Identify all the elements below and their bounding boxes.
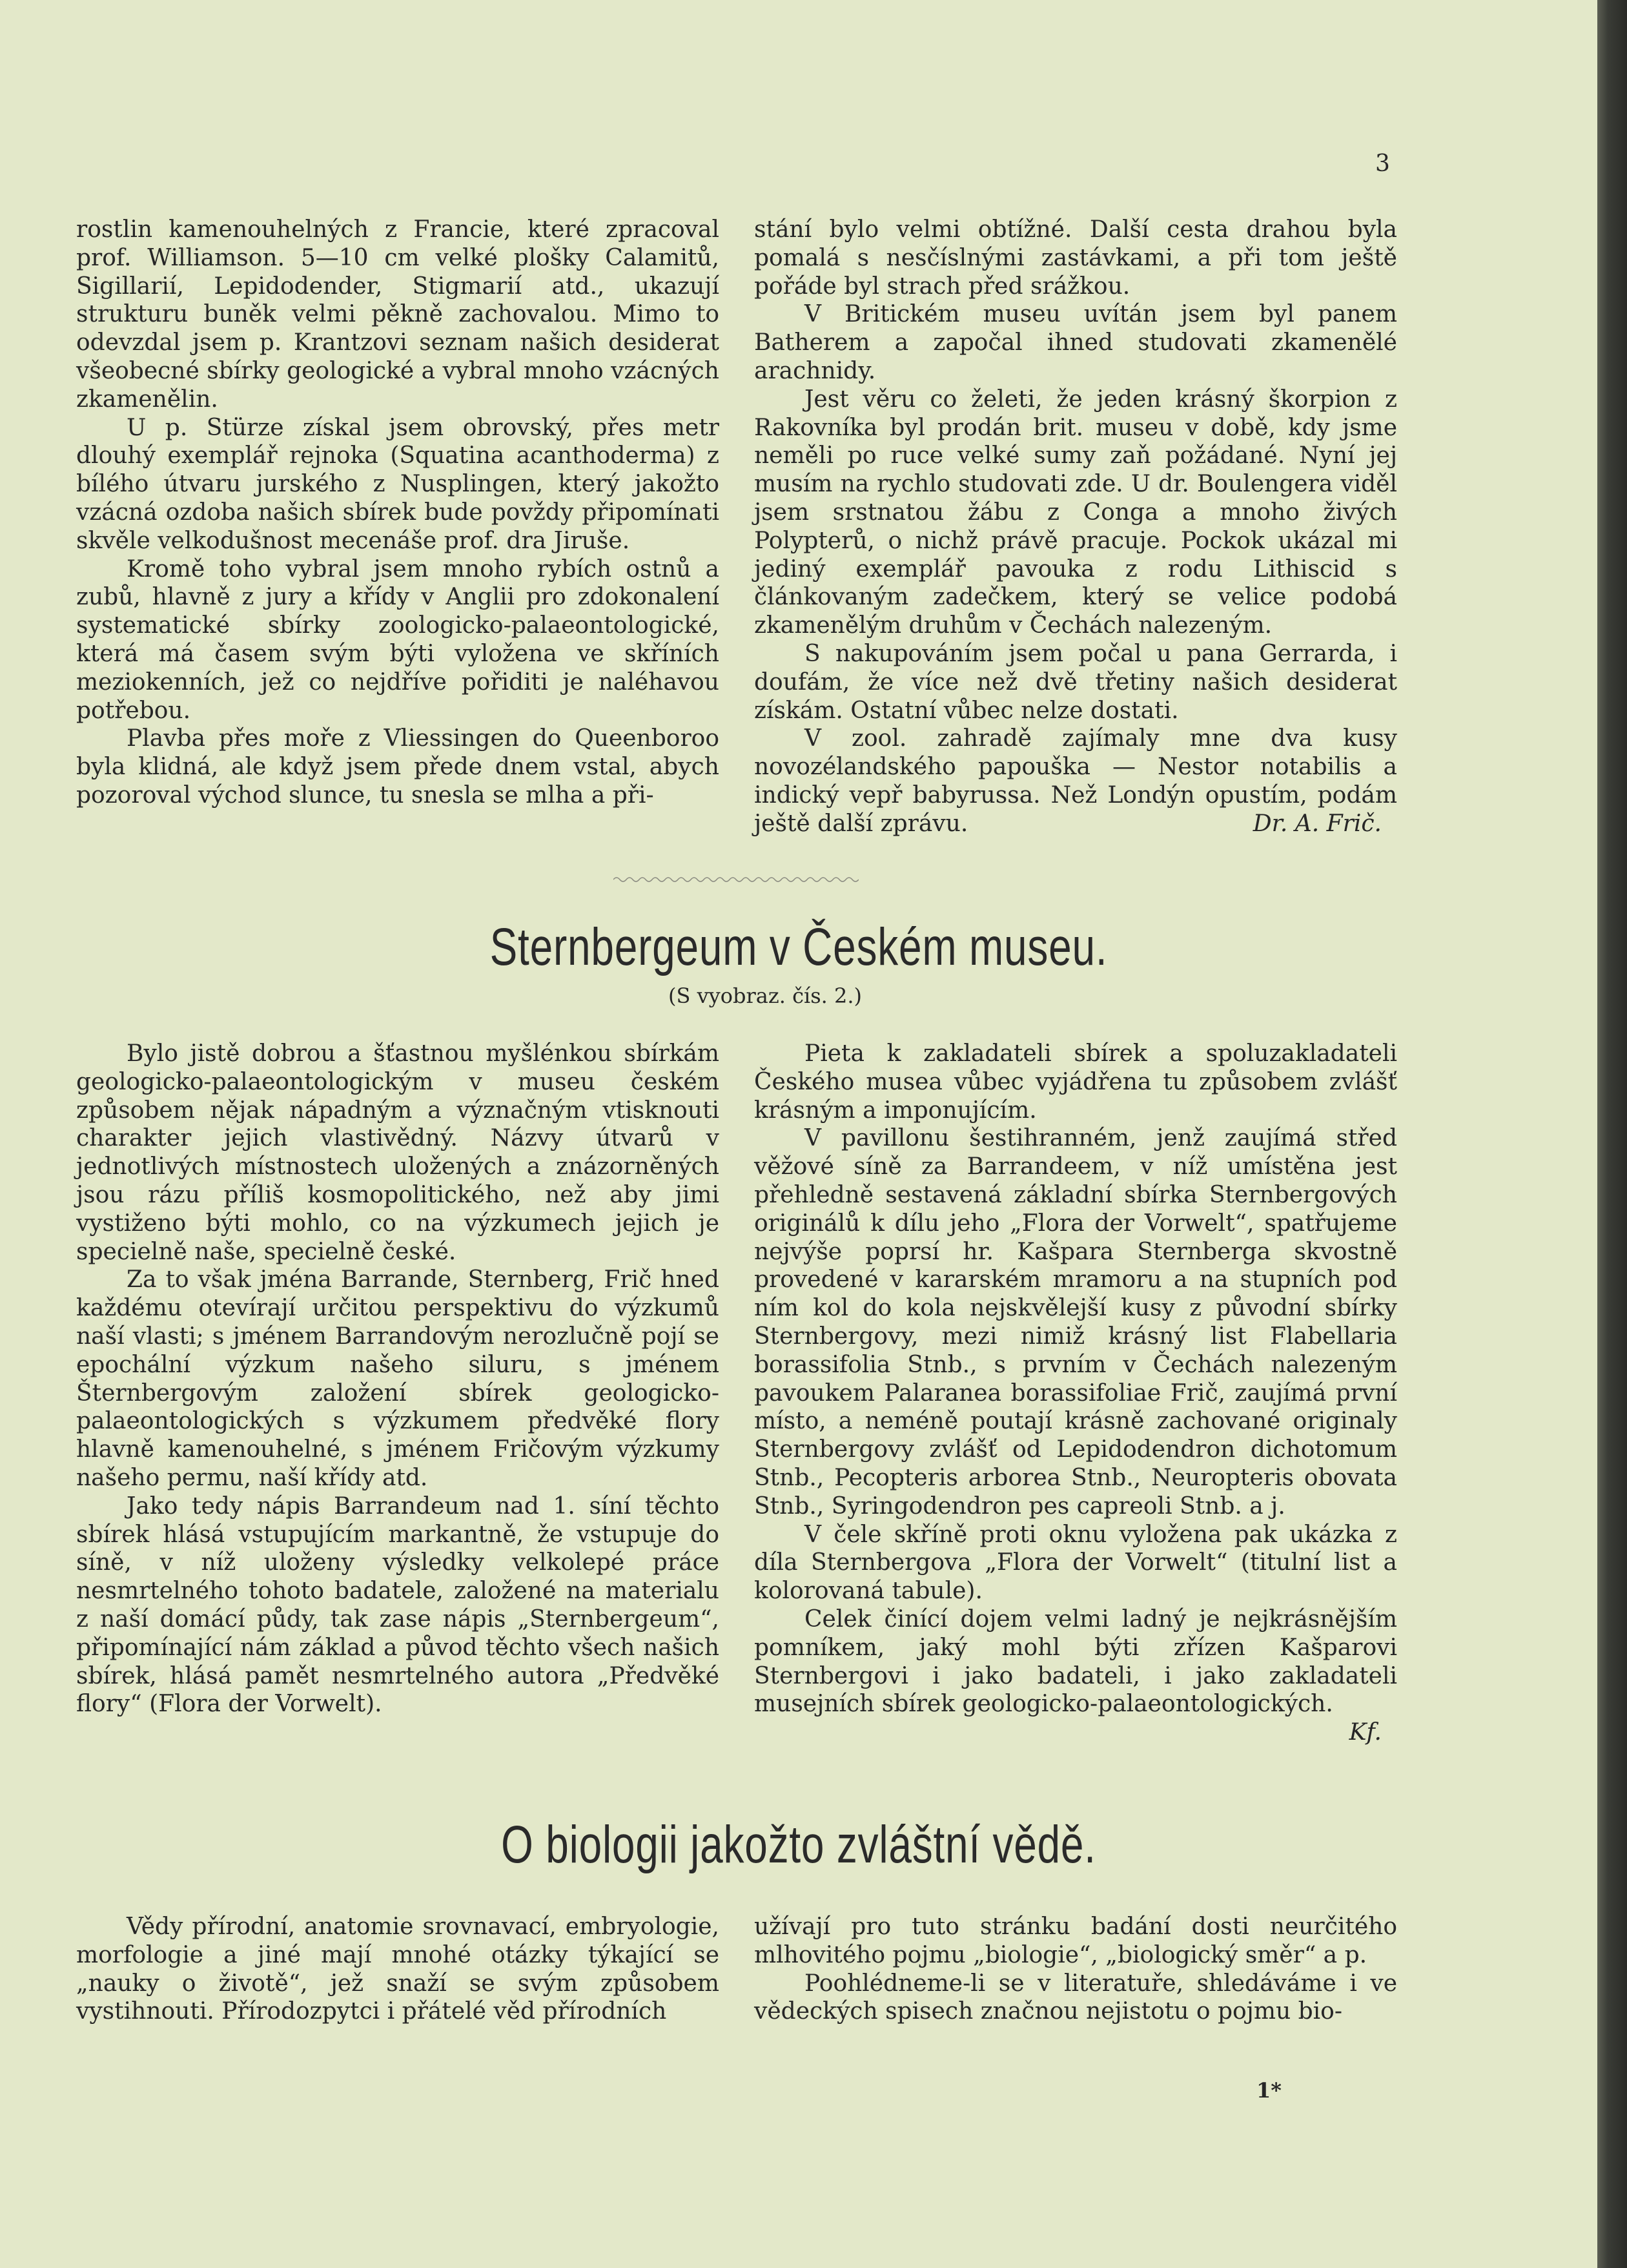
paragraph: Bylo jistě dobrou a šťastnou myšlénkou sbírkám geologicko-palaeontologickým v museu českém způsobem nějak nápadným a význačným vtisknouti charakter jejich vlastivědný. Názvy útvarů v jednotlivých místnostech uložených a znázorněných jsou rázu příliš kosmopolitického, než aby jimi vystiženo býti mohlo, co na výzkumech jejich je specielně naše, specielně české. (76, 1040, 719, 1265)
paragraph: Za to však jména Barrande, Sternberg, Frič hned každému otevírají určitou perspektivu do výzkumů naší vlasti; s jménem Barrandovým nerozlučně pojí se epochální výzkum našeho siluru, s jménem Šternbergovým založení sbírek geologicko-palaeontologických s výzkumem předvěké flory hlavně kamenouhelné, s jménem Fričovým výzkumy našeho permu, naší křídy atd. (76, 1266, 719, 1491)
page-binding-edge (1597, 0, 1627, 2268)
top-left-column (76, 216, 719, 810)
article2-right-column (754, 1913, 1397, 2026)
author-signature: Kf. (1349, 1719, 1382, 1746)
top-right-column (754, 216, 1397, 838)
author-signature: Dr. A. Frič. (1253, 810, 1382, 837)
paragraph-text: Celek činící dojem velmi ladný je nejkrásnějším pomníkem, jaký mohl býti zřízen Kašparovi Sternbergovi i jako badateli, i jako zakladateli musejních sbírek geologicko-palaeontologických. (754, 1605, 1397, 1718)
article-title-biologie: O biologii jakožto zvláštní vědě. (501, 1815, 1096, 1874)
paragraph: V pavillonu šestihranném, jenž zaujímá střed věžové síně za Barrandeem, v níž umístěna jest přehledně sestavená základní sbírka Sternbergových originálů k dílu jeho „Flora der Vorwelt“, spatřujeme nejvýše poprsí hr. Kašpara Sternberga skvostně provedené v kararském mramoru a na stupních pod ním kol do kola nejskvělejší kusy z původní sbírky Sternbergovy, mezi nimiž krásný list Flabellaria borassifolia Stnb., s prvním v Čechách nalezeným pavoukem Palaranea borassifoliae Frič, zaujímá první místo, a neméně poutají krásně zachované originaly Sternbergovy zvlášť od Lepidodendron dichotomum Stnb., Pecopteris arborea Stnb., Neuropteris obovata Stnb., Syringodendron pes capreoli Stnb. a j. (754, 1125, 1397, 1520)
paragraph-text: V zool. zahradě zajímaly mne dva kusy novozélandského papouška — Nestor notabilis a indický vepř babyrussa. Než Londýn opustím, podám ještě další zprávu. (754, 725, 1397, 837)
paragraph: Poohlédneme-li se v literatuře, shledáváme i ve vědeckých spisech značnou nejistotu o pojmu bio- (754, 1970, 1397, 2025)
paragraph: Jako tedy nápis Barrandeum nad 1. síní těchto sbírek hlásá vstupujícím markantně, že vstupuje do síně, v níž uloženy výsledky velkolepé práce nesmrtelného tohoto badatele, založené na materialu z naší domácí půdy, tak zase nápis „Sternbergeum“, připomínající nám základ a původ těchto všech našich sbírek, hlásá pamět nesmrtelného autora „Předvěké flory“ (Flora der Vorwelt). (76, 1492, 719, 1718)
paragraph: V Britickém museu uvítán jsem byl panem Batherem a započal ihned studovati zkamenělé arachnidy. (754, 301, 1397, 384)
article1-right-column (754, 1040, 1397, 1747)
paragraph: rostlin kamenouhelných z Francie, které zpracoval prof. Williamson. 5—10 cm velké plošky Calamitů, Sigillarií, Lepidodender, Stigmarií atd., ukazují strukturu buněk velmi pěkně zachovalou. Mimo to odevzdal jsem p. Krantzovi seznam našich desiderat všeobecné sbírky geologické a vybral mnoho vzácných zkamenělin. (76, 216, 719, 413)
wavy-divider-ornament (613, 873, 859, 886)
paragraph: Plavba přes moře z Vliessingen do Queenboroo byla klidná, ale když jsem přede dnem vstal, abych pozoroval východ slunce, tu snesla se mlha a při- (76, 725, 719, 809)
paragraph: stání bylo velmi obtížné. Další cesta drahou byla pomalá s nesčíslnými zastávkami, a při tom ještě pořáde byl strach před srážkou. (754, 216, 1397, 300)
page-number: 3 (1375, 150, 1390, 177)
paragraph: S nakupováním jsem počal u pana Gerrarda, i doufám, že více než dvě třetiny našich desiderat získám. Ostatní vůbec nelze dostati. (754, 640, 1397, 724)
signature-mark: 1* (1256, 2078, 1282, 2103)
article-title-sternbergeum: Sternbergeum v Českém museu. (489, 918, 1108, 976)
paragraph: Pieta k zakladateli sbírek a spoluzakladateli Českého musea vůbec vyjádřena tu způsobem zvlášť krásným a imponujícím. (754, 1040, 1397, 1124)
paragraph (754, 1605, 1397, 1746)
article2-left-column (76, 1913, 719, 2026)
paragraph: Jest věru co želeti, že jeden krásný škorpion z Rakovníka byl prodán brit. museu v době, kdy jsme neměli po ruce velké sumy zaň požádané. Nyní jej musím na rychlo studovati zde. U dr. Boulengera viděl jsem srstnatou žábu z Conga a mnoho živých Polypterů, o nichž právě pracuje. Pockok ukázal mi jediný exemplář pavouka z rodu Lithiscid s článkovaným zadečkem, který se velice podobá zkamenělým druhům v Čechách nalezeným. (754, 386, 1397, 639)
article-subtitle: (S vyobraz. čís. 2.) (668, 984, 862, 1008)
paragraph: V čele skříně proti oknu vyložena pak ukázka z díla Sternbergova „Flora der Vorwelt“ (titulní list a kolorovaná tabule). (754, 1521, 1397, 1605)
article1-left-column (76, 1040, 719, 1718)
paragraph: U p. Stürze získal jsem obrovský, přes metr dlouhý exemplář rejnoka (Squatina acanthoderma) z bílého útvaru jurského z Nusplingen, který jakožto vzácná ozdoba našich sbírek bude povždy připomínati skvěle velkodušnost mecenáše prof. dra Jiruše. (76, 414, 719, 554)
paragraph (754, 725, 1397, 838)
paragraph: Kromě toho vybral jsem mnoho rybích ostnů a zubů, hlavně z jury a křídy v Anglii pro zdokonalení systematické sbírky zoologicko-palaeontologické, která má časem svým býti vyložena ve skříních meziokenních, jež co nejdříve pořiditi je naléhavou potřebou. (76, 555, 719, 724)
paragraph: užívají pro tuto stránku badání dosti neurčitého mlhovitého pojmu „biologie“, „biologický směr“ a p. (754, 1913, 1397, 1968)
paragraph: Vědy přírodní, anatomie srovnavací, embryologie, morfologie a jiné mají mnohé otázky týkající se „nauky o životě“, jež snaží se svým způsobem vystihnouti. Přírodozpytci i přátelé věd přírodních (76, 1913, 719, 2025)
